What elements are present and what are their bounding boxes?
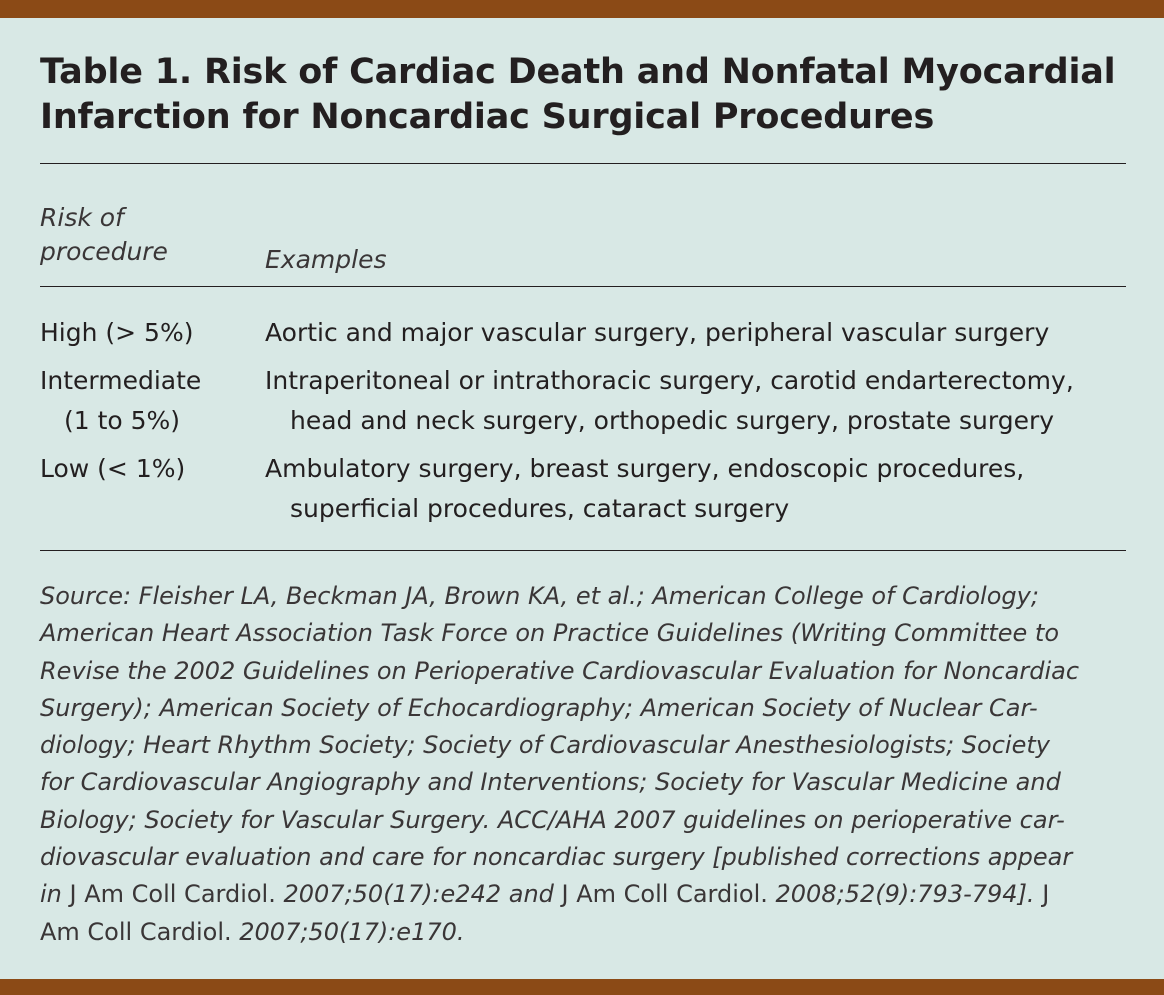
row-intermediate-examples: Intraperitoneal or intrathoracic surgery, carotid endarterectomy, [265,366,1074,395]
source-line-5: diology; Heart Rhythm Society; Society of Cardiovascular Anesthesiologists; Society [40,731,1050,760]
table-bottom-rule [40,550,1126,551]
source-line-9-in: in [40,880,70,909]
column-header-risk-line-2: procedure [40,237,168,266]
source-journal-3-start: J [1042,880,1050,909]
source-citation-3: 2007;50(17):e170. [231,917,465,946]
row-high-risk: High (> 5%) [40,318,194,347]
row-intermediate-risk: Intermediate [40,366,202,395]
row-low-examples: Ambulatory surgery, breast surgery, endoscopic procedures, [265,454,1025,483]
header-top-rule [40,163,1126,164]
column-header-risk-line-1: Risk of [40,203,124,232]
source-journal-1: J Am Coll Cardiol. [69,880,276,909]
source-journal-3-end: Am Coll Cardiol. [40,917,232,946]
header-bottom-rule [40,286,1126,287]
table-title-line-1: Table 1. Risk of Cardiac Death and Nonfatal Myocardial [40,52,1116,92]
source-citation-1: 2007;50(17):e242 [275,880,509,909]
top-border-bar [0,0,1164,18]
row-low-examples-cont: superficial procedures, cataract surgery [290,494,790,523]
source-line-1: Source: Fleisher LA, Beckman JA, Brown KA, et al.; American College of Cardiology; [40,582,1039,610]
source-note [40,578,1126,951]
row-intermediate-risk-range: (1 to 5%) [64,406,181,435]
source-line-7: Biology; Society for Vascular Surgery. ACC/AHA 2007 guidelines on perioperative car- [40,805,1065,834]
source-line-8: diovascular evaluation and care for noncardiac surgery [published corrections appear [40,843,1073,872]
source-citation-2: 2008;52(9):793-794]. [767,880,1043,909]
source-line-9 [40,876,1126,913]
bottom-border-bar [0,979,1164,995]
table-title-line-2: Infarction for Noncardiac Surgical Procedures [40,97,935,137]
source-line-3: Revise the 2002 Guidelines on Perioperative Cardiovascular Evaluation for Noncardiac [40,656,1080,685]
table-title [40,50,1130,140]
row-intermediate-examples-cont: head and neck surgery, orthopedic surgery, prostate surgery [290,406,1055,435]
source-line-6: for Cardiovascular Angiography and Interventions; Society for Vascular Medicine and [40,768,1061,797]
column-header-examples: Examples [265,245,387,274]
source-line-4: Surgery); American Society of Echocardiography; American Society of Nuclear Car- [40,693,1038,722]
source-line-10 [40,914,1126,951]
column-header-risk [40,201,168,269]
row-low-risk: Low (< 1%) [40,454,186,483]
source-journal-2: J Am Coll Cardiol. [553,880,768,909]
source-and: and [508,880,554,909]
row-high-examples: Aortic and major vascular surgery, peripheral vascular surgery [265,318,1050,347]
source-line-2: American Heart Association Task Force on Practice Guidelines (Writing Committee to [40,619,1060,648]
